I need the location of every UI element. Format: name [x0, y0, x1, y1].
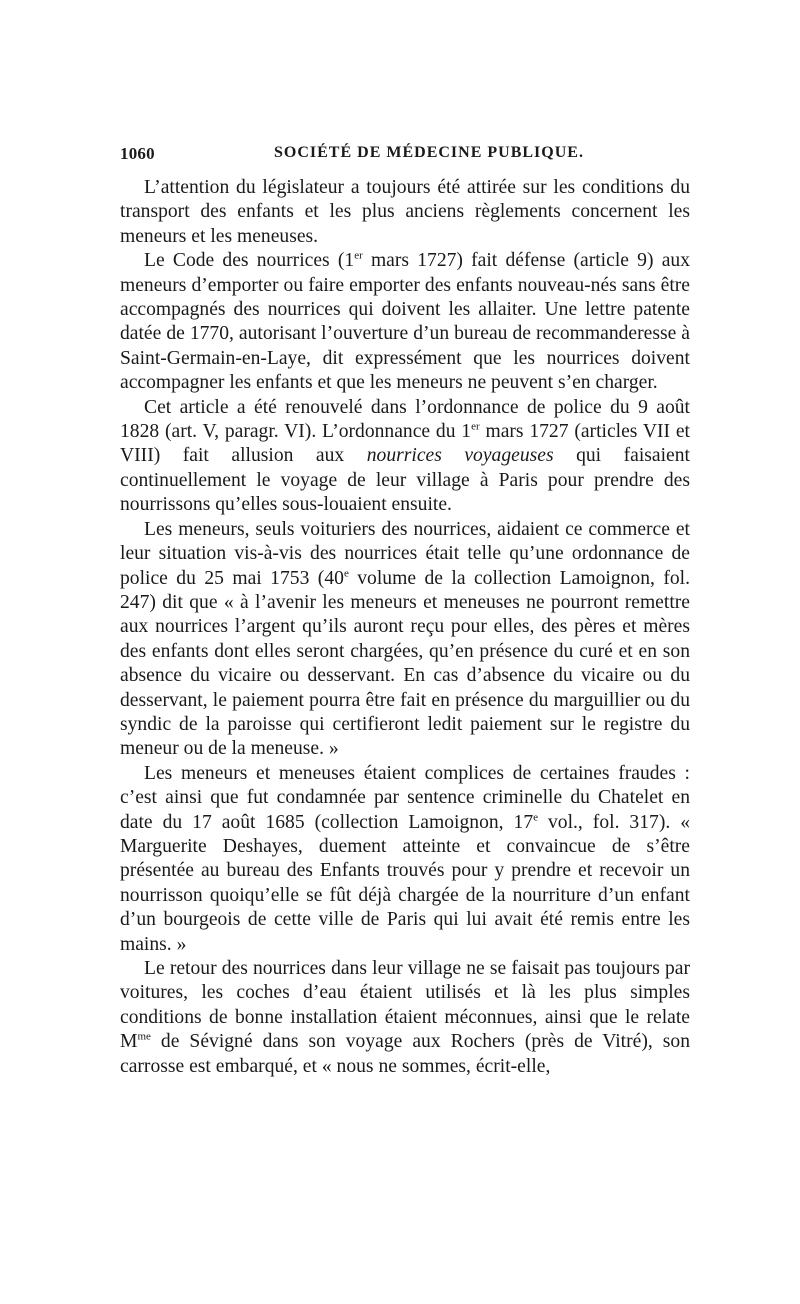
page-number: 1060: [120, 144, 155, 163]
paragraph: L’attention du législateur a toujours été attirée sur les conditions du transport des enfants et les plus anciens règlements concernent les meneurs et les meneuses.: [120, 177, 690, 247]
paragraph: Les meneurs, seuls voituriers des nourrices, aidaient ce commerce et leur situation vis-à-vis des nourrices était telle qu’une ordonnance de police du 25 mai 1753 (40e volume de la collection Lamoignon, fol. 247) dit que « à l’avenir les meneurs et meneuses ne pourront remettre aux nourrices l’argent qu’ils auront reçu pour elles, des pères et mères des enfants dont elles seront chargées, qu’en présence du curé et en son absence du vicaire ou desservant. En cas d’absence du vicaire ou du desservant, le paiement pourra être fait en présence du marguillier ou du syndic de la paroisse qui certifieront ledit paiement sur le registre du meneur ou de la meneuse. »: [120, 518, 690, 760]
paragraph: Les meneurs et meneuses étaient complices de certaines fraudes : c’est ainsi que fut condamnée par sentence criminelle du Chatelet en date du 17 août 1685 (collection Lamoignon, 17e vol., fol. 317). « Marguerite Deshayes, duement atteinte et convaincue de s’être présentée au bureau des Enfants trouvés pour y prendre et recevoir un nourrisson quoiqu’elle se fût déjà chargée de la nourriture d’un enfant d’un bourgeois de cette ville de Paris qui lui avait été remis entre les mains. »: [120, 762, 691, 955]
page-header: [120, 144, 680, 170]
paragraph: Le Code des nourrices (1er mars 1727) fait défense (article 9) aux meneurs d’emporter ou faire emporter des enfants nouveau-nés sans être accompagnés des nourrices qui doivent les allaiter. Une lettre patente datée de 1770, autorisant l’ouverture d’un bureau de recommanderesse à Saint-Germain-en-Laye, dit expressément que les nourrices doivent accompagner les enfants et que les meneurs ne peuvent s’en charger.: [120, 249, 690, 394]
running-title: SOCIÉTÉ DE MÉDECINE PUBLIQUE.: [274, 144, 584, 161]
body-text: [120, 176, 690, 1079]
paragraph: Le retour des nourrices dans leur village ne se faisait pas toujours par voitures, les coches d’eau étaient utilisés et là les plus simples conditions de bonne installation étaient méconnues, ainsi que le relate $M^{me}$ de Sévigné dans son voyage aux Rochers (près de Vitré), son carrosse est embarqué, et « nous ne sommes, écrit-elle,: [120, 958, 690, 1077]
paragraph: Cet article a été renouvelé dans l’ordonnance de police du 9 août 1828 (art. V, paragr. VI). L’ordonnance du 1er mars 1727 (articles VII et VIII) fait allusion aux nourrices voyageuses qui faisaient continuellement le voyage de leur village à Paris pour prendre des nourrissons qu’elles sous-louaient ensuite.: [120, 396, 690, 516]
